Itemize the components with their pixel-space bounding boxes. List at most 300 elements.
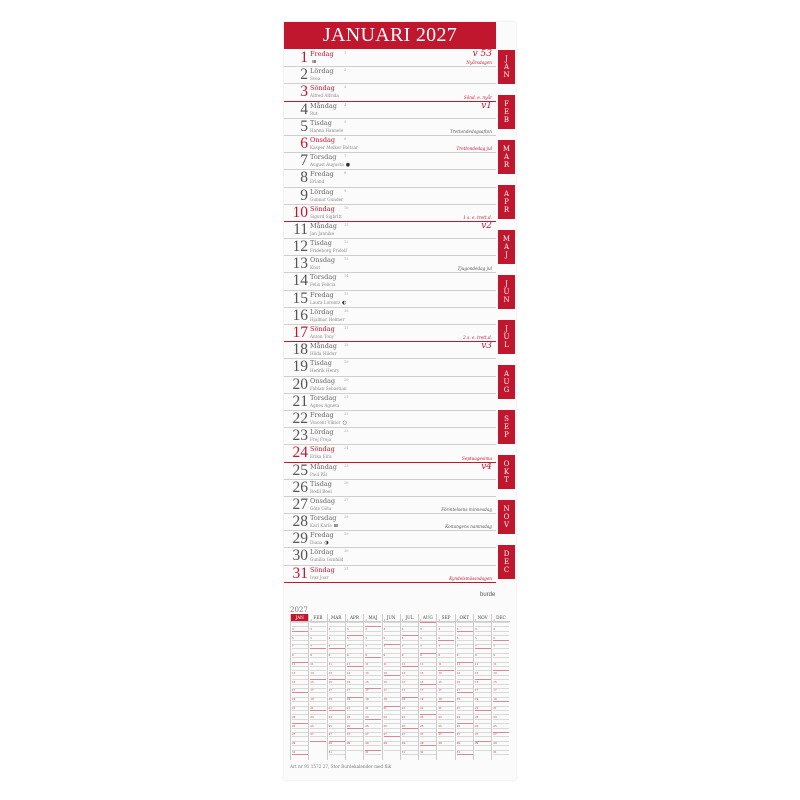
day-row (284, 394, 496, 411)
year-day-line (493, 644, 509, 645)
year-day-number: 31 (292, 751, 296, 754)
year-day-line (347, 710, 363, 711)
year-day-line (365, 719, 381, 720)
day-of-year: 26 (344, 480, 349, 485)
year-day-number: 23 (401, 715, 406, 719)
year-day-line (402, 736, 418, 737)
year-day-number: 27 (420, 733, 424, 737)
day-row (284, 153, 496, 170)
day-of-year: 3 (344, 85, 347, 90)
year-day-number: 29 (420, 742, 424, 746)
year-day-number: 29 (401, 742, 406, 746)
year-day-line (292, 719, 308, 720)
year-day-line (457, 754, 473, 755)
year-day-line (384, 644, 400, 645)
day-of-year: 29 (344, 532, 349, 537)
name-day: Felix Felicia (310, 282, 336, 288)
tab-letter: J (505, 251, 508, 259)
year-day-line (420, 622, 436, 623)
year-day-line (402, 745, 418, 746)
year-day-line (384, 692, 400, 693)
year-day-line (438, 728, 454, 729)
name-day: Jan Jannike (310, 230, 335, 236)
year-day-number: 29 (328, 742, 332, 746)
year-day-number: 3 (456, 627, 459, 631)
year-day-line (292, 745, 308, 746)
year-day-number: 11 (438, 663, 442, 666)
year-day-number: 25 (420, 724, 424, 728)
year-day-line (347, 635, 363, 636)
weekday-name: Lördag (310, 428, 334, 437)
year-day-number: 23 (493, 715, 497, 719)
year-day-number: 27 (310, 733, 314, 737)
year-day-line (475, 626, 491, 627)
year-day-line (402, 635, 418, 636)
day-of-year: 2 (344, 68, 347, 73)
year-day-number: 15 (328, 680, 332, 684)
moon-phase-icon: ○ (342, 419, 347, 426)
year-day-line (365, 626, 381, 627)
year-day-line (438, 657, 454, 658)
tab-letter: J (505, 280, 508, 288)
year-day-line (493, 653, 509, 654)
day-number: 27 (292, 495, 308, 513)
weekday-name: Måndag (310, 342, 337, 351)
year-day-line (292, 626, 308, 627)
week-number: v 53 (472, 49, 492, 59)
year-day-line (347, 666, 363, 667)
year-day-line (310, 710, 326, 711)
year-day-line (475, 653, 491, 654)
year-day-line (347, 719, 363, 720)
article-number: Art nr 91 1572 27, Stor Burdekalender med flik (290, 764, 392, 769)
year-day-number: 19 (365, 698, 369, 702)
year-day-number: 5 (346, 636, 349, 640)
year-day-line (384, 750, 400, 751)
year-day-number: 9 (401, 654, 404, 658)
year-day-line (420, 626, 436, 627)
day-number: 4 (300, 100, 308, 118)
year-day-line (493, 622, 509, 623)
tab-letter: O (503, 460, 510, 468)
year-day-number: 21 (475, 707, 479, 710)
year-day-line (457, 635, 473, 636)
year-day-number: 7 (383, 645, 386, 649)
year-overview (290, 614, 510, 760)
weekday-name: Fredag (310, 170, 334, 179)
year-day-line (347, 640, 363, 641)
name-day: Vincent Viktor ○ (310, 419, 347, 426)
year-day-line (384, 648, 400, 649)
year-day-line (457, 631, 473, 632)
day-row (284, 463, 496, 480)
day-row (284, 428, 496, 445)
day-number: 3 (300, 83, 308, 101)
year-month-column (418, 614, 436, 760)
year-day-number: 11 (456, 663, 460, 666)
year-day-number: 17 (310, 689, 314, 693)
year-day-line (475, 675, 491, 676)
weekday-name: Tisdag (310, 118, 332, 127)
weekday-name: Söndag (310, 84, 335, 93)
day-of-year: 7 (344, 154, 347, 159)
year-day-line (493, 640, 509, 641)
day-number: 28 (292, 513, 308, 531)
year-day-number: 9 (493, 654, 495, 658)
year-day-number: 25 (401, 724, 406, 728)
year-day-line (292, 728, 308, 729)
day-of-year: 10 (344, 205, 349, 210)
week-number: v2 (481, 220, 492, 231)
holiday-note: Konungens namnsdag (445, 524, 492, 530)
year-day-number: 17 (383, 689, 387, 693)
year-day-number: 23 (420, 715, 424, 719)
holiday-note: Septuagesima (461, 455, 492, 461)
year-day-line (347, 701, 363, 702)
year-day-line (347, 648, 363, 649)
year-day-number: 27 (438, 733, 442, 737)
year-day-line (310, 631, 326, 632)
weekday-name: Lördag (310, 307, 334, 316)
year-day-number: 29 (456, 742, 460, 746)
weekday-name: Tisdag (310, 479, 332, 488)
year-day-line (292, 692, 308, 693)
tab-letter: R (503, 206, 510, 214)
name-day: Henrik Henry (310, 368, 340, 374)
year-day-line (384, 635, 400, 636)
year-day-line (438, 684, 454, 685)
day-of-year: 17 (344, 326, 349, 330)
year-day-number: 3 (493, 627, 495, 631)
year-day-number: 25 (328, 724, 332, 728)
day-row (284, 188, 496, 205)
year-day-number: 27 (365, 733, 369, 737)
year-day-number: 15 (310, 680, 314, 684)
name-day: Knut (310, 265, 321, 271)
year-day-number: 21 (401, 707, 406, 710)
year-day-line (365, 710, 381, 711)
day-number: 7 (300, 152, 308, 170)
year-day-number: 7 (346, 645, 349, 649)
day-list (284, 50, 496, 583)
year-day-line (310, 666, 326, 667)
year-day-line (292, 640, 308, 641)
year-day-line (493, 692, 509, 693)
year-day-line (329, 710, 345, 711)
year-day-number: 19 (346, 698, 351, 702)
year-day-line (402, 631, 418, 632)
year-day-line (420, 666, 436, 667)
year-day-line (365, 728, 381, 729)
month-tab-dec (498, 545, 515, 579)
moon-phase-icon: ◐ (342, 299, 347, 306)
name-day: Rut (310, 110, 318, 116)
year-day-line (329, 675, 345, 676)
year-month-header: APR (346, 614, 363, 622)
year-day-line (493, 648, 509, 649)
year-day-number: 19 (401, 698, 406, 702)
year-day-line (475, 750, 491, 751)
year-day-line (457, 701, 473, 702)
year-day-number: 1 (383, 619, 386, 622)
year-day-line (493, 684, 509, 685)
year-day-number: 1 (365, 619, 367, 622)
year-day-line (420, 635, 436, 636)
year-day-number: 25 (438, 724, 442, 728)
year-day-line (457, 692, 473, 693)
tab-letter: A (503, 63, 510, 71)
year-day-number: 31 (328, 751, 332, 754)
year-day-line (420, 644, 436, 645)
year-day-number: 13 (383, 671, 387, 675)
day-number: 26 (292, 478, 308, 496)
day-of-year: 19 (344, 360, 349, 365)
name-day: Gunnar Gunder (310, 196, 344, 202)
year-day-line (347, 728, 363, 729)
day-row (284, 411, 496, 428)
year-day-line (457, 657, 473, 658)
year-day-line (420, 754, 436, 755)
year-day-line (365, 640, 381, 641)
day-row (284, 50, 496, 67)
year-day-number: 5 (383, 636, 386, 640)
month-tab-aug (498, 365, 515, 399)
day-number: 10 (292, 203, 308, 221)
weekday-name: Torsdag (310, 153, 337, 162)
year-day-number: 3 (365, 627, 367, 631)
holiday-note: Trettondedag jul (456, 146, 492, 152)
year-day-number: 31 (420, 751, 424, 754)
year-day-line (438, 692, 454, 693)
year-day-line (475, 710, 491, 711)
tab-letter: O (503, 513, 510, 521)
year-day-line (475, 728, 491, 729)
name-day: Svea (310, 76, 321, 82)
weekday-name: Fredag (310, 410, 334, 419)
year-day-line (329, 728, 345, 729)
day-of-year: 9 (344, 188, 347, 193)
week-number: v1 (481, 100, 492, 111)
year-day-number: 29 (383, 742, 387, 746)
holiday-note: Sönd. e. nyår (463, 94, 492, 100)
year-day-line (402, 675, 418, 676)
year-day-line (493, 710, 509, 711)
year-day-line (402, 754, 418, 755)
day-row (284, 377, 496, 394)
day-row (284, 531, 496, 548)
day-of-year: 14 (344, 274, 349, 279)
day-number: 8 (300, 169, 308, 187)
year-month-header: JUN (383, 614, 400, 622)
year-day-line (402, 657, 418, 658)
weekday-name: Torsdag (310, 273, 337, 282)
weekday-name: Lördag (310, 187, 334, 196)
year-day-line (384, 701, 400, 702)
year-day-number: 3 (420, 627, 422, 631)
year-day-line (365, 754, 381, 755)
tab-letter: U (503, 333, 510, 341)
year-day-line (329, 719, 345, 720)
year-day-line (292, 631, 308, 632)
year-month-header: JAN (291, 614, 308, 622)
year-day-number: 27 (401, 733, 406, 737)
weekday-name: Onsdag (310, 496, 336, 505)
year-day-number: 1 (456, 619, 459, 622)
holiday-note: Tjugondedag jul (457, 266, 492, 272)
wall-calendar (284, 22, 516, 780)
week-number: v3 (481, 341, 492, 352)
month-tab-mar (498, 140, 515, 174)
year-day-number: 9 (420, 654, 422, 658)
year-day-number: 21 (328, 707, 332, 710)
year-day-line (402, 653, 418, 654)
year-day-line (420, 745, 436, 746)
year-day-line (420, 736, 436, 737)
year-day-line (457, 736, 473, 737)
year-day-line (420, 692, 436, 693)
year-day-line (420, 675, 436, 676)
day-of-year: 11 (344, 222, 349, 227)
year-day-number: 23 (292, 715, 296, 719)
weekday-name: Tisdag (310, 359, 332, 368)
year-day-line (475, 635, 491, 636)
year-day-number: 5 (292, 636, 294, 640)
day-number: 6 (300, 134, 308, 152)
week-number: v4 (481, 461, 492, 472)
name-day: Erland (310, 179, 325, 185)
year-day-number: 9 (310, 654, 312, 658)
year-day-number: 15 (438, 680, 442, 684)
tab-letter: E (503, 423, 510, 431)
year-day-line (292, 684, 308, 685)
year-day-number: 27 (328, 733, 332, 737)
year-day-line (457, 719, 473, 720)
year-day-line (329, 745, 345, 746)
year-day-number: 5 (310, 636, 312, 640)
year-day-number: 13 (310, 671, 314, 675)
year-day-line (438, 745, 454, 746)
weekday-name: Tisdag (310, 239, 332, 248)
day-number: 25 (292, 461, 308, 479)
year-day-number: 17 (420, 689, 424, 693)
tab-letter: R (503, 161, 510, 169)
year-day-number: 11 (292, 663, 296, 666)
tab-letter: B (503, 116, 510, 124)
year-day-number: 29 (493, 742, 497, 746)
year-day-line (438, 666, 454, 667)
year-day-number: 13 (438, 671, 442, 675)
year-day-number: 17 (401, 689, 406, 693)
year-day-line (347, 692, 363, 693)
tab-letter: A (503, 153, 510, 161)
year-day-line (402, 692, 418, 693)
year-month-header: FEB (309, 614, 326, 622)
year-day-line (402, 666, 418, 667)
year-day-number: 25 (493, 724, 497, 728)
year-day-line (438, 648, 454, 649)
year-day-number: 5 (475, 636, 477, 640)
year-day-number: 23 (328, 715, 332, 719)
year-day-number: 13 (420, 671, 424, 675)
year-day-number: 7 (292, 645, 294, 649)
year-day-line (310, 675, 326, 676)
year-day-number: 13 (475, 671, 479, 675)
year-month-column (400, 614, 418, 760)
year-day-line (438, 750, 454, 751)
day-row (284, 325, 496, 342)
day-of-year: 6 (344, 136, 347, 141)
year-month-header: OKT (456, 614, 473, 622)
year-day-number: 15 (365, 680, 369, 684)
day-number: 24 (292, 444, 308, 462)
year-day-line (310, 736, 326, 737)
year-day-line (438, 675, 454, 676)
year-day-number: 7 (401, 645, 404, 649)
name-day: Hanna Hannele (310, 127, 344, 133)
moon-phase-icon: ⊞ (312, 59, 317, 65)
weekday-name: Lördag (310, 67, 334, 76)
year-day-number: 1 (310, 619, 312, 622)
year-day-line (347, 622, 363, 623)
year-day-number: 3 (475, 627, 477, 631)
day-row (284, 136, 496, 153)
day-of-year: 15 (344, 291, 349, 296)
year-day-line (402, 719, 418, 720)
year-day-line (292, 710, 308, 711)
year-day-line (402, 710, 418, 711)
day-of-year: 4 (344, 102, 347, 107)
tab-letter: D (503, 550, 510, 558)
weekday-name: Torsdag (310, 514, 337, 523)
year-day-line (420, 631, 436, 632)
year-day-line (402, 626, 418, 627)
year-day-line (365, 622, 381, 623)
weekday-name: Fredag (310, 290, 334, 299)
year-day-line (475, 640, 491, 641)
year-day-line (420, 719, 436, 720)
tab-letter: M (502, 235, 511, 243)
tab-letter: A (503, 243, 510, 251)
year-day-number: 1 (438, 619, 441, 622)
year-day-number: 1 (475, 619, 477, 622)
month-title: JANUARI 2027 (284, 22, 496, 49)
year-day-line (493, 701, 509, 702)
year-month-header: NOV (474, 614, 491, 622)
year-day-number: 23 (383, 715, 387, 719)
year-day-line (347, 675, 363, 676)
year-month-column (308, 614, 326, 760)
name-day: Alfred Alfrida (310, 93, 339, 99)
year-day-line (457, 626, 473, 627)
name-day: Frideborg Fridolf (310, 248, 347, 254)
year-day-number: 5 (420, 636, 422, 640)
year-day-number: 25 (475, 724, 479, 728)
month-tab-jan (498, 50, 515, 84)
year-month-header: AUG (419, 614, 436, 622)
weekday-name: Fredag (310, 50, 334, 58)
year-day-number: 17 (292, 689, 296, 693)
year-day-number: 15 (420, 680, 424, 684)
year-day-line (365, 745, 381, 746)
year-day-line (493, 736, 509, 737)
year-month-column (290, 614, 308, 760)
year-day-number: 17 (438, 689, 442, 693)
year-day-line (457, 710, 473, 711)
year-day-line (475, 692, 491, 693)
year-day-number: 13 (365, 671, 369, 675)
year-day-line (310, 719, 326, 720)
year-day-number: 3 (438, 627, 441, 631)
